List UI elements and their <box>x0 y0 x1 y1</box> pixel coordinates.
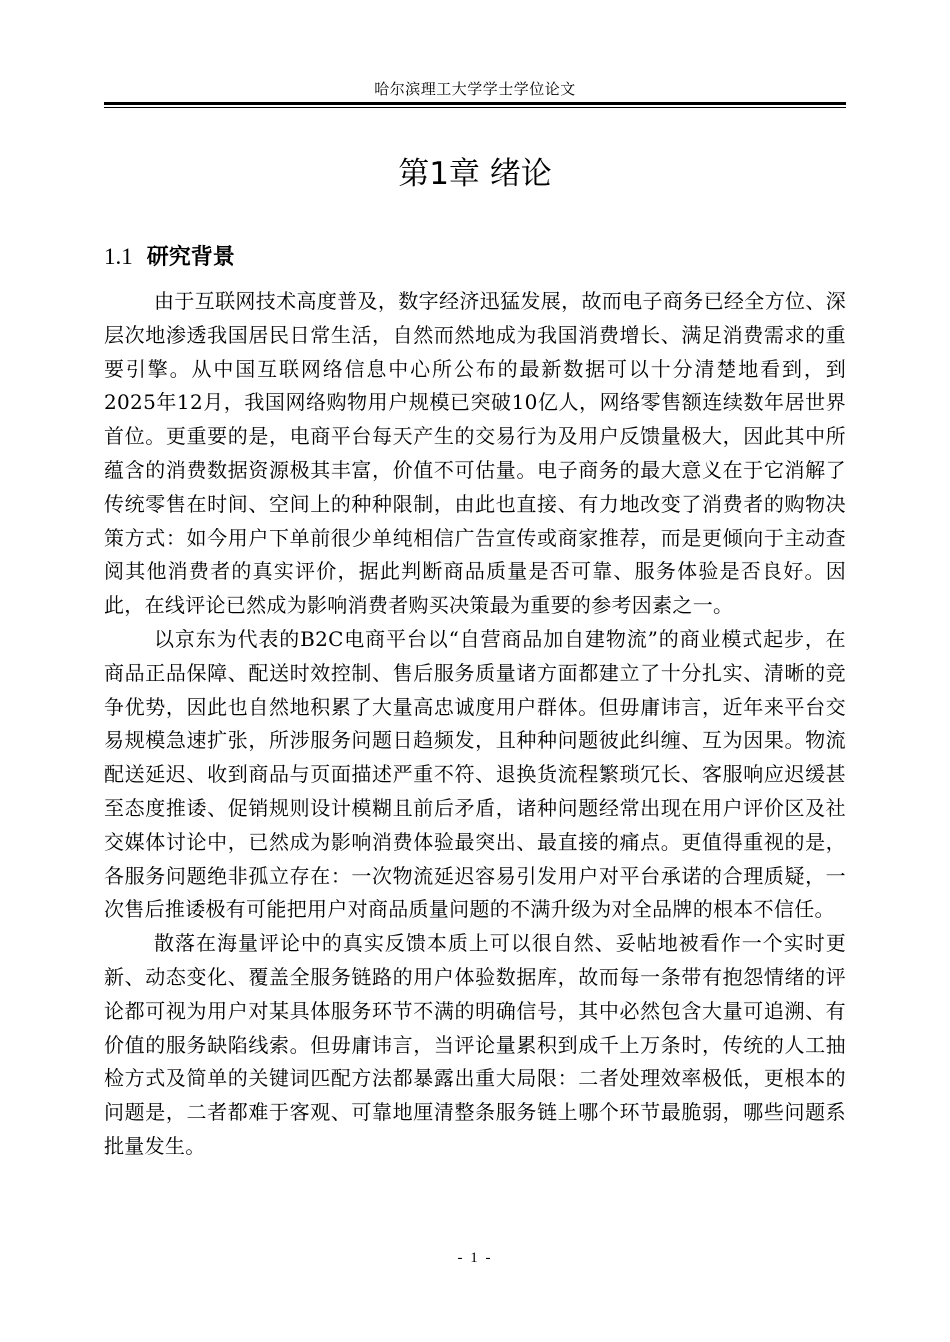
body-paragraph: 散落在海量评论中的真实反馈本质上可以很自然、妥帖地被看作一个实时更新、动态变化、覆盖全服务链路的用户体验数据库，故而每一条带有抱怨情绪的评论都可视为用户对某具体服务环节不满的明确信号，其中必然包含大量可追溯、有价值的服务缺陷线索。但毋庸讳言，当评论量累积到成千上万条时，传统的人工抽检方式及简单的关键词匹配方法都暴露出重大局限：二者处理效率极低，更根本的问题是，二者都难于客观、可靠地厘清整条服务链上哪个环节最脆弱，哪些问题系批量发生。 <box>104 931 846 1158</box>
header-rule-thin <box>104 107 846 108</box>
section-title: 研究背景 <box>146 245 235 270</box>
body-text <box>104 285 846 1164</box>
header-rule-thick <box>104 102 846 105</box>
section-number: 1.1 <box>104 244 133 269</box>
page-number: - 1 - <box>457 1250 493 1266</box>
body-paragraph: 由于互联网技术高度普及，数字经济迅猛发展，故而电子商务已经全方位、深层次地渗透我国居民日常生活，自然而然地成为我国消费增长、满足消费需求的重要引擎。从中国互联网络信息中心所公布的最新数据可以十分清楚地看到，到2025年12月，我国网络购物用户规模已突破10亿人，网络零售额连续数年居世界首位。更重要的是，电商平台每天产生的交易行为及用户反馈量极大，因此其中所蕴含的消费数据资源极其丰富，价值不可估量。电子商务的最大意义在于它消解了传统零售在时间、空间上的种种限制，由此也直接、有力地改变了消费者的购物决策方式：如今用户下单前很少单纯相信广告宣传或商家推荐，而是更倾向于主动查阅其他消费者的真实评价，据此判断商品质量是否可靠、服务体验是否良好。因此，在线评论已然成为影响消费者购买决策最为重要的参考因素之一。 <box>104 289 846 618</box>
chapter-title: 第1章 绪论 <box>398 156 552 192</box>
running-header-title: 哈尔滨理工大学学士学位论文 <box>374 80 576 98</box>
body-paragraph: 以京东为代表的B2C电商平台以“自营商品加自建物流”的商业模式起步，在商品正品保障、配送时效控制、售后服务质量诸方面都建立了十分扎实、清晰的竞争优势，因此也自然地积累了大量高忠诚度用户群体。但毋庸讳言，近年来平台交易规模急速扩张，所涉服务问题日趋频发，且种种问题彼此纠缠、互为因果。物流配送延迟、收到商品与页面描述严重不符、退换货流程繁琐冗长、客服响应迟缓甚至态度推诿、促销规则设计模糊且前后矛盾，诸种问题经常出现在用户评价区及社交媒体讨论中，已然成为影响消费体验最突出、最直接的痛点。更值得重视的是，各服务问题绝非孤立存在：一次物流延迟容易引发用户对平台承诺的合理质疑，一次售后推诿极有可能把用户对商品质量问题的不满升级为对全品牌的根本不信任。 <box>104 626 846 922</box>
section-heading <box>104 236 235 276</box>
